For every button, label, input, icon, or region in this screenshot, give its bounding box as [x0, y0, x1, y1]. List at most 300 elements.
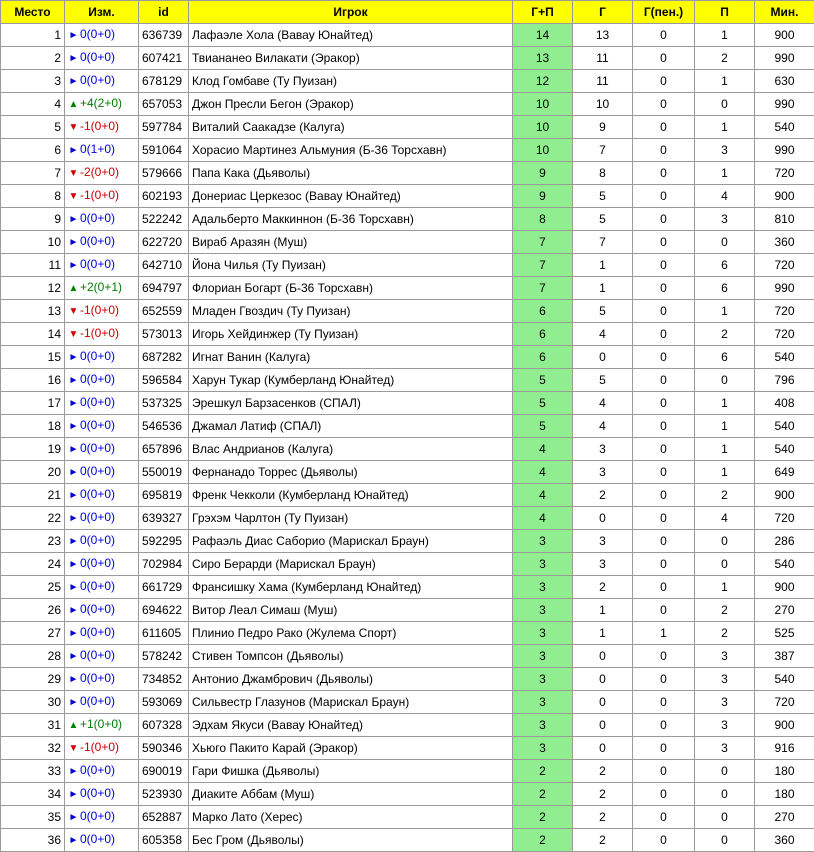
player-id-cell: 657053: [139, 93, 189, 116]
goals-plus-assists-cell: 6: [513, 300, 573, 323]
minutes-cell: 649: [755, 461, 814, 484]
minutes-cell: 630: [755, 70, 814, 93]
goals-cell: 13: [573, 24, 633, 47]
minutes-cell: 900: [755, 24, 814, 47]
goals-cell: 1: [573, 599, 633, 622]
player-id-cell: 590346: [139, 737, 189, 760]
table-row[interactable]: [1, 461, 814, 484]
penalty-goals-cell: 0: [633, 162, 695, 185]
player-id-cell: 578242: [139, 645, 189, 668]
change-value: 0(0+0): [80, 464, 115, 478]
change-value: 0(0+0): [80, 556, 115, 570]
goals-plus-assists-cell: 3: [513, 737, 573, 760]
goals-cell: 0: [573, 346, 633, 369]
right-arrow-icon: ►: [68, 71, 79, 92]
assists-cell: 0: [695, 93, 755, 116]
player-id-cell: 661729: [139, 576, 189, 599]
change-value: 0(0+0): [80, 579, 115, 593]
table-row[interactable]: [1, 829, 814, 852]
change-value: 0(0+0): [80, 257, 115, 271]
table-row[interactable]: [1, 691, 814, 714]
penalty-goals-cell: 0: [633, 277, 695, 300]
change-cell: [65, 576, 139, 599]
place-cell: 28: [1, 645, 65, 668]
right-arrow-icon: ►: [68, 531, 79, 552]
down-arrow-icon: ▼: [68, 324, 79, 345]
change-value: 0(0+0): [80, 372, 115, 386]
goals-cell: 2: [573, 783, 633, 806]
down-arrow-icon: ▼: [68, 738, 79, 759]
table-row[interactable]: [1, 737, 814, 760]
player-id-cell: 537325: [139, 392, 189, 415]
place-cell: 14: [1, 323, 65, 346]
header-goals-plus-assists[interactable]: Г+П: [513, 1, 573, 24]
player-name-cell: Клод Гомбаве (Ту Пуизан): [189, 70, 513, 93]
player-id-cell: 695819: [139, 484, 189, 507]
table-row[interactable]: [1, 231, 814, 254]
right-arrow-icon: ►: [68, 462, 79, 483]
assists-cell: 6: [695, 346, 755, 369]
goals-cell: 8: [573, 162, 633, 185]
player-name-cell: Сильвестр Глазунов (Марискал Браун): [189, 691, 513, 714]
change-cell: [65, 438, 139, 461]
change-value: 0(0+0): [80, 533, 115, 547]
penalty-goals-cell: 0: [633, 783, 695, 806]
goals-cell: 9: [573, 116, 633, 139]
table-row[interactable]: [1, 254, 814, 277]
goals-plus-assists-cell: 10: [513, 139, 573, 162]
assists-cell: 2: [695, 599, 755, 622]
goals-cell: 2: [573, 760, 633, 783]
goals-cell: 10: [573, 93, 633, 116]
change-cell: [65, 300, 139, 323]
place-cell: 8: [1, 185, 65, 208]
header-minutes[interactable]: Мин.: [755, 1, 814, 24]
player-id-cell: 636739: [139, 24, 189, 47]
player-name-cell: Франсишку Хама (Кумберланд Юнайтед): [189, 576, 513, 599]
right-arrow-icon: ►: [68, 416, 79, 437]
header-assists[interactable]: П: [695, 1, 755, 24]
player-name-cell: Адальберто Маккиннон (Б-36 Торсхавн): [189, 208, 513, 231]
change-cell: [65, 622, 139, 645]
player-id-cell: 522242: [139, 208, 189, 231]
assists-cell: 1: [695, 24, 755, 47]
table-row[interactable]: [1, 392, 814, 415]
place-cell: 1: [1, 24, 65, 47]
assists-cell: 2: [695, 622, 755, 645]
goals-cell: 2: [573, 806, 633, 829]
minutes-cell: 540: [755, 438, 814, 461]
penalty-goals-cell: 0: [633, 346, 695, 369]
assists-cell: 2: [695, 47, 755, 70]
change-value: -1(0+0): [80, 740, 119, 754]
table-row[interactable]: [1, 47, 814, 70]
change-cell: [65, 507, 139, 530]
penalty-goals-cell: 0: [633, 645, 695, 668]
right-arrow-icon: ►: [68, 439, 79, 460]
change-value: 0(0+0): [80, 487, 115, 501]
down-arrow-icon: ▼: [68, 163, 79, 184]
player-name-cell: Грэхэм Чарлтон (Ту Пуизан): [189, 507, 513, 530]
table-row[interactable]: [1, 323, 814, 346]
right-arrow-icon: ►: [68, 48, 79, 69]
goals-plus-assists-cell: 3: [513, 622, 573, 645]
table-row[interactable]: [1, 162, 814, 185]
up-arrow-icon: ▲: [68, 278, 79, 299]
player-id-cell: 652887: [139, 806, 189, 829]
place-cell: 34: [1, 783, 65, 806]
table-row[interactable]: [1, 208, 814, 231]
right-arrow-icon: ►: [68, 485, 79, 506]
down-arrow-icon: ▼: [68, 301, 79, 322]
player-name-cell: Рафаэль Диас Саборио (Марискал Браун): [189, 530, 513, 553]
assists-cell: 1: [695, 415, 755, 438]
player-id-cell: 523930: [139, 783, 189, 806]
goals-cell: 1: [573, 622, 633, 645]
right-arrow-icon: ►: [68, 255, 79, 276]
assists-cell: 3: [695, 645, 755, 668]
right-arrow-icon: ►: [68, 669, 79, 690]
assists-cell: 0: [695, 231, 755, 254]
player-id-cell: 687282: [139, 346, 189, 369]
header-place[interactable]: Место: [1, 1, 65, 24]
place-cell: 22: [1, 507, 65, 530]
player-id-cell: 678129: [139, 70, 189, 93]
minutes-cell: 540: [755, 415, 814, 438]
minutes-cell: 408: [755, 392, 814, 415]
right-arrow-icon: ►: [68, 393, 79, 414]
change-cell: [65, 323, 139, 346]
table-row[interactable]: [1, 139, 814, 162]
player-id-cell: 602193: [139, 185, 189, 208]
penalty-goals-cell: 0: [633, 139, 695, 162]
player-name-cell: Младен Гвоздич (Ту Пуизан): [189, 300, 513, 323]
change-cell: [65, 737, 139, 760]
header-goals[interactable]: Г: [573, 1, 633, 24]
player-id-cell: 605358: [139, 829, 189, 852]
change-cell: [65, 162, 139, 185]
minutes-cell: 900: [755, 714, 814, 737]
assists-cell: 1: [695, 461, 755, 484]
player-name-cell: Папа Кака (Дьяволы): [189, 162, 513, 185]
change-value: 0(0+0): [80, 809, 115, 823]
minutes-cell: 180: [755, 783, 814, 806]
penalty-goals-cell: 0: [633, 553, 695, 576]
player-id-cell: 690019: [139, 760, 189, 783]
table-row[interactable]: [1, 116, 814, 139]
goals-cell: 7: [573, 231, 633, 254]
player-name-cell: Фернанадо Торрес (Дьяволы): [189, 461, 513, 484]
player-name-cell: Виталий Саакадзе (Калуга): [189, 116, 513, 139]
change-cell: [65, 829, 139, 852]
table-row[interactable]: [1, 806, 814, 829]
player-name-cell: Эрешкул Барзасенков (СПАЛ): [189, 392, 513, 415]
table-row[interactable]: [1, 622, 814, 645]
minutes-cell: 720: [755, 162, 814, 185]
place-cell: 16: [1, 369, 65, 392]
player-name-cell: Гари Фишка (Дьяволы): [189, 760, 513, 783]
goals-plus-assists-cell: 2: [513, 806, 573, 829]
minutes-cell: 525: [755, 622, 814, 645]
change-value: 0(0+0): [80, 648, 115, 662]
player-id-cell: 550019: [139, 461, 189, 484]
minutes-cell: 810: [755, 208, 814, 231]
table-row[interactable]: [1, 300, 814, 323]
table-row[interactable]: [1, 484, 814, 507]
minutes-cell: 900: [755, 484, 814, 507]
table-row[interactable]: [1, 93, 814, 116]
minutes-cell: 286: [755, 530, 814, 553]
table-row[interactable]: [1, 346, 814, 369]
table-row[interactable]: [1, 645, 814, 668]
penalty-goals-cell: 0: [633, 484, 695, 507]
place-cell: 23: [1, 530, 65, 553]
place-cell: 21: [1, 484, 65, 507]
table-row[interactable]: [1, 369, 814, 392]
right-arrow-icon: ►: [68, 784, 79, 805]
assists-cell: 6: [695, 277, 755, 300]
change-value: 0(1+0): [80, 142, 115, 156]
goals-plus-assists-cell: 3: [513, 576, 573, 599]
goals-cell: 5: [573, 208, 633, 231]
header-change[interactable]: Изм.: [65, 1, 139, 24]
place-cell: 17: [1, 392, 65, 415]
minutes-cell: 540: [755, 116, 814, 139]
place-cell: 6: [1, 139, 65, 162]
down-arrow-icon: ▼: [68, 186, 79, 207]
change-cell: [65, 645, 139, 668]
change-cell: [65, 47, 139, 70]
change-value: 0(0+0): [80, 671, 115, 685]
goals-plus-assists-cell: 5: [513, 415, 573, 438]
change-cell: [65, 369, 139, 392]
player-name-cell: Лафаэле Хола (Вавау Юнайтед): [189, 24, 513, 47]
change-cell: [65, 392, 139, 415]
assists-cell: 1: [695, 300, 755, 323]
goals-cell: 2: [573, 829, 633, 852]
right-arrow-icon: ►: [68, 830, 79, 851]
change-value: 0(0+0): [80, 763, 115, 777]
minutes-cell: 900: [755, 576, 814, 599]
change-value: 0(0+0): [80, 832, 115, 846]
goals-cell: 4: [573, 323, 633, 346]
assists-cell: 0: [695, 369, 755, 392]
player-id-cell: 573013: [139, 323, 189, 346]
table-row[interactable]: [1, 760, 814, 783]
right-arrow-icon: ►: [68, 623, 79, 644]
penalty-goals-cell: 0: [633, 806, 695, 829]
goals-plus-assists-cell: 14: [513, 24, 573, 47]
assists-cell: 4: [695, 507, 755, 530]
assists-cell: 1: [695, 438, 755, 461]
table-row[interactable]: [1, 438, 814, 461]
goals-plus-assists-cell: 9: [513, 162, 573, 185]
player-name-cell: Френк Чекколи (Кумберланд Юнайтед): [189, 484, 513, 507]
player-id-cell: 642710: [139, 254, 189, 277]
goals-cell: 5: [573, 369, 633, 392]
minutes-cell: 990: [755, 139, 814, 162]
change-cell: [65, 668, 139, 691]
player-name-cell: Хорасио Мартинез Альмуния (Б-36 Торсхавн): [189, 139, 513, 162]
goals-cell: 0: [573, 737, 633, 760]
table-row[interactable]: [1, 530, 814, 553]
right-arrow-icon: ►: [68, 692, 79, 713]
change-value: +2(0+1): [80, 280, 122, 294]
assists-cell: 0: [695, 553, 755, 576]
player-name-cell: Твиананео Вилакати (Эракор): [189, 47, 513, 70]
player-id-cell: 652559: [139, 300, 189, 323]
goals-plus-assists-cell: 7: [513, 277, 573, 300]
right-arrow-icon: ►: [68, 25, 79, 46]
player-id-cell: 607421: [139, 47, 189, 70]
goals-plus-assists-cell: 8: [513, 208, 573, 231]
change-cell: [65, 70, 139, 93]
goals-cell: 5: [573, 300, 633, 323]
penalty-goals-cell: 0: [633, 829, 695, 852]
goals-cell: 1: [573, 254, 633, 277]
table-row[interactable]: [1, 599, 814, 622]
right-arrow-icon: ►: [68, 554, 79, 575]
minutes-cell: 720: [755, 323, 814, 346]
place-cell: 4: [1, 93, 65, 116]
place-cell: 5: [1, 116, 65, 139]
goals-cell: 1: [573, 277, 633, 300]
place-cell: 9: [1, 208, 65, 231]
goals-plus-assists-cell: 4: [513, 438, 573, 461]
player-id-cell: 611605: [139, 622, 189, 645]
player-id-cell: 593069: [139, 691, 189, 714]
change-value: 0(0+0): [80, 418, 115, 432]
change-value: 0(0+0): [80, 27, 115, 41]
table-row[interactable]: [1, 553, 814, 576]
right-arrow-icon: ►: [68, 508, 79, 529]
assists-cell: 3: [695, 208, 755, 231]
change-value: 0(0+0): [80, 441, 115, 455]
player-id-cell: 622720: [139, 231, 189, 254]
goals-cell: 2: [573, 484, 633, 507]
table-row[interactable]: [1, 70, 814, 93]
minutes-cell: 720: [755, 300, 814, 323]
player-name-cell: Флориан Богарт (Б-36 Торсхавн): [189, 277, 513, 300]
place-cell: 32: [1, 737, 65, 760]
place-cell: 29: [1, 668, 65, 691]
place-cell: 10: [1, 231, 65, 254]
assists-cell: 0: [695, 530, 755, 553]
change-value: 0(0+0): [80, 50, 115, 64]
player-id-cell: 596584: [139, 369, 189, 392]
place-cell: 31: [1, 714, 65, 737]
header-id[interactable]: id: [139, 1, 189, 24]
change-value: 0(0+0): [80, 234, 115, 248]
goals-cell: 4: [573, 415, 633, 438]
change-cell: [65, 415, 139, 438]
goals-plus-assists-cell: 3: [513, 553, 573, 576]
player-name-cell: Антонио Джамбрович (Дьяволы): [189, 668, 513, 691]
goals-plus-assists-cell: 13: [513, 47, 573, 70]
change-cell: [65, 185, 139, 208]
goals-plus-assists-cell: 3: [513, 691, 573, 714]
up-arrow-icon: ▲: [68, 715, 79, 736]
change-value: 0(0+0): [80, 349, 115, 363]
goals-cell: 11: [573, 47, 633, 70]
table-row[interactable]: [1, 24, 814, 47]
right-arrow-icon: ►: [68, 140, 79, 161]
table-row[interactable]: [1, 507, 814, 530]
penalty-goals-cell: 0: [633, 185, 695, 208]
player-name-cell: Сиро Берарди (Марискал Браун): [189, 553, 513, 576]
goals-cell: 11: [573, 70, 633, 93]
player-name-cell: Марко Лато (Херес): [189, 806, 513, 829]
penalty-goals-cell: 0: [633, 576, 695, 599]
goals-plus-assists-cell: 10: [513, 93, 573, 116]
minutes-cell: 720: [755, 254, 814, 277]
player-id-cell: 694797: [139, 277, 189, 300]
change-cell: [65, 346, 139, 369]
goals-cell: 3: [573, 530, 633, 553]
place-cell: 11: [1, 254, 65, 277]
goals-plus-assists-cell: 6: [513, 323, 573, 346]
minutes-cell: 990: [755, 93, 814, 116]
goals-cell: 3: [573, 553, 633, 576]
player-id-cell: 546536: [139, 415, 189, 438]
table-row[interactable]: [1, 668, 814, 691]
table-row[interactable]: [1, 277, 814, 300]
right-arrow-icon: ►: [68, 370, 79, 391]
change-cell: [65, 208, 139, 231]
goals-cell: 0: [573, 645, 633, 668]
assists-cell: 1: [695, 162, 755, 185]
table-row[interactable]: [1, 783, 814, 806]
player-id-cell: 702984: [139, 553, 189, 576]
goals-cell: 0: [573, 714, 633, 737]
penalty-goals-cell: 0: [633, 24, 695, 47]
change-value: +4(2+0): [80, 96, 122, 110]
change-cell: [65, 24, 139, 47]
penalty-goals-cell: 0: [633, 691, 695, 714]
penalty-goals-cell: 0: [633, 461, 695, 484]
goals-plus-assists-cell: 12: [513, 70, 573, 93]
change-cell: [65, 254, 139, 277]
minutes-cell: 270: [755, 599, 814, 622]
penalty-goals-cell: 0: [633, 300, 695, 323]
table-row[interactable]: [1, 415, 814, 438]
table-row[interactable]: [1, 185, 814, 208]
goals-cell: 3: [573, 461, 633, 484]
goals-cell: 5: [573, 185, 633, 208]
place-cell: 13: [1, 300, 65, 323]
place-cell: 2: [1, 47, 65, 70]
place-cell: 27: [1, 622, 65, 645]
assists-cell: 2: [695, 323, 755, 346]
header-penalty-goals[interactable]: Г(пен.): [633, 1, 695, 24]
assists-cell: 3: [695, 668, 755, 691]
change-value: 0(0+0): [80, 73, 115, 87]
goals-cell: 4: [573, 392, 633, 415]
right-arrow-icon: ►: [68, 761, 79, 782]
penalty-goals-cell: 0: [633, 369, 695, 392]
penalty-goals-cell: 0: [633, 323, 695, 346]
minutes-cell: 387: [755, 645, 814, 668]
assists-cell: 1: [695, 70, 755, 93]
place-cell: 18: [1, 415, 65, 438]
table-row[interactable]: [1, 714, 814, 737]
penalty-goals-cell: 0: [633, 93, 695, 116]
table-row[interactable]: [1, 576, 814, 599]
change-value: -1(0+0): [80, 326, 119, 340]
header-player[interactable]: Игрок: [189, 1, 513, 24]
goals-plus-assists-cell: 4: [513, 507, 573, 530]
right-arrow-icon: ►: [68, 209, 79, 230]
